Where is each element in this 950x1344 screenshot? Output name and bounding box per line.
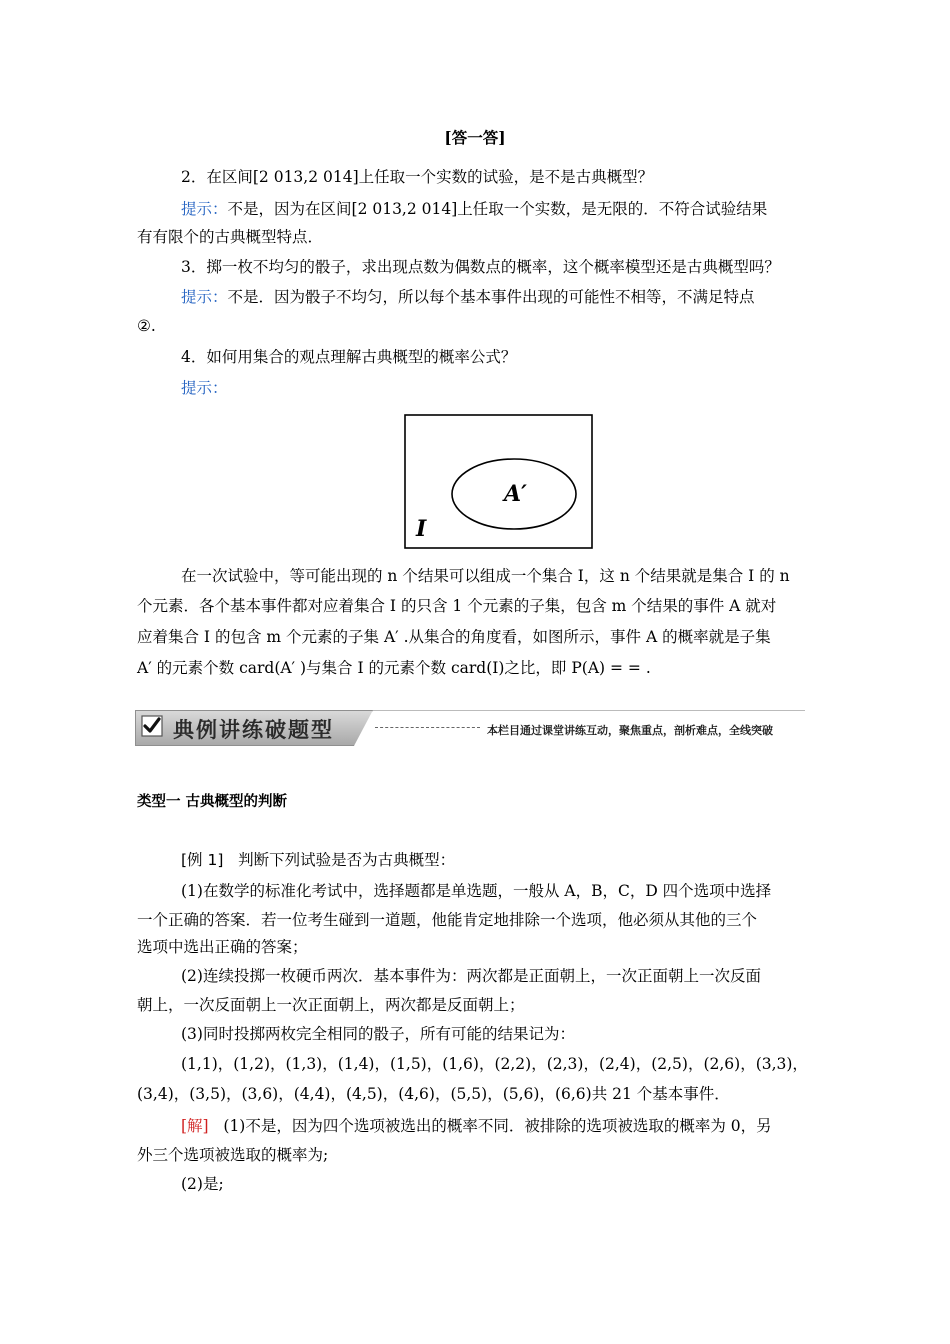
hint-3-line2: ②. [137, 317, 156, 335]
question-2-text: 在区间[2 013,2 014]上任取一个实数的试验，是不是古典概型？ [206, 168, 654, 186]
question-2-number: 2． [181, 168, 207, 186]
hint-4-label: 提示： [181, 379, 228, 397]
example-part3-line2: (1,1)，(1,2)，(1,3)，(1,4)，(1,5)，(1,6)，(2,2)，(2,3)，(2,4)，(2,5)，(2,6)，(3,3)， [181, 1055, 808, 1073]
solution-line2: 外三个选项被选取的概率为; [137, 1146, 329, 1164]
solution-label: [解] [181, 1117, 209, 1135]
hint-2-line2: 有有限个的古典概型特点． [137, 228, 324, 246]
paragraph-line1: 在一次试验中，等可能出现的 n 个结果可以组成一个集合 I，这 n 个结果就是集合 I 的 n [181, 567, 790, 585]
hint-3-text: 不是．因为骰子不均匀，所以每个基本事件出现的可能性不相等，不满足特点 [227, 288, 755, 306]
hint-2-text: 不是，因为在区间[2 013,2 014]上任取一个实数，是无限的．不符合试验结果 [227, 200, 768, 218]
banner-dashes [375, 727, 480, 728]
subset-label: A′ [504, 481, 527, 507]
hint-2-label: 提示： [181, 200, 228, 218]
checkmark-icon [141, 715, 163, 737]
paragraph-line2: 个元素．各个基本事件都对应着集合 I 的只含 1 个元素的子集，包含 m 个结果的事件 A 就对 [137, 597, 777, 615]
hint-3-line1 [181, 287, 755, 307]
question-4 [181, 347, 516, 367]
solution-part2: (2)是; [181, 1175, 224, 1193]
example-label: [例 1] [181, 851, 224, 869]
paragraph-line4: A′ 的元素个数 card(A′ )与集合 I 的元素个数 card(I)之比，即 P(A) = = . [137, 659, 651, 677]
solution-part1-text: (1)不是，因为四个选项被选出的概率不同．被排除的选项被选取的概率为 0，另 [223, 1117, 772, 1135]
question-3-number: 3． [181, 258, 207, 276]
question-3 [181, 257, 780, 277]
question-4-text: 如何用集合的观点理解古典概型的概率公式？ [206, 348, 517, 366]
hint-2-line1 [181, 199, 767, 219]
universe-label: I [416, 516, 427, 542]
example-part1-line2: 一个正确的答案．若一位考生碰到一道题，他能肯定地排除一个选项，他必须从其他的三个 [137, 911, 758, 929]
example-part2-line1: (2)连续投掷一枚硬币两次．基本事件为：两次都是正面朝上，一次正面朝上一次反面 [181, 967, 761, 985]
solution-line1 [181, 1116, 772, 1136]
venn-diagram [404, 414, 594, 550]
banner-note: 本栏目通过课堂讲练互动，聚焦重点，剖析难点，全线突破 [487, 724, 773, 737]
paragraph-line3: 应着集合 I 的包含 m 个元素的子集 A′ .从集合的角度看，如图所示，事件 A 的概率就是子集 [137, 628, 771, 646]
example-part1-line1: (1)在数学的标准化考试中，选择题都是单选题，一般从 A，B，C，D 四个选项中选择 [181, 882, 772, 900]
example-part1-line3: 选项中选出正确的答案； [137, 938, 308, 956]
example-part3-line3: (3,4)，(3,5)，(3,6)，(4,4)，(4,5)，(4,6)，(5,5)，(5,6)，(6,6)共 21 个基本事件． [137, 1085, 730, 1103]
section-banner [135, 710, 805, 744]
example-intro-text: 判断下列试验是否为古典概型： [238, 851, 456, 869]
banner-title: 典例讲练破题型 [173, 718, 334, 742]
section-title: 类型一 古典概型的判断 [137, 794, 288, 810]
example-intro [181, 850, 455, 870]
hint-3-label: 提示： [181, 288, 228, 306]
question-3-text: 掷一枚不均匀的骰子，求出现点数为偶数点的概率，这个概率模型还是古典概型吗？ [206, 258, 780, 276]
banner-rule [371, 710, 805, 711]
example-part2-line2: 朝上，一次反面朝上一次正面朝上，两次都是反面朝上； [137, 996, 525, 1014]
question-2 [181, 167, 653, 187]
qa-header: [答一答] [444, 128, 506, 147]
question-4-number: 4． [181, 348, 207, 366]
example-part3-line1: (3)同时投掷两枚完全相同的骰子，所有可能的结果记为： [181, 1025, 575, 1043]
